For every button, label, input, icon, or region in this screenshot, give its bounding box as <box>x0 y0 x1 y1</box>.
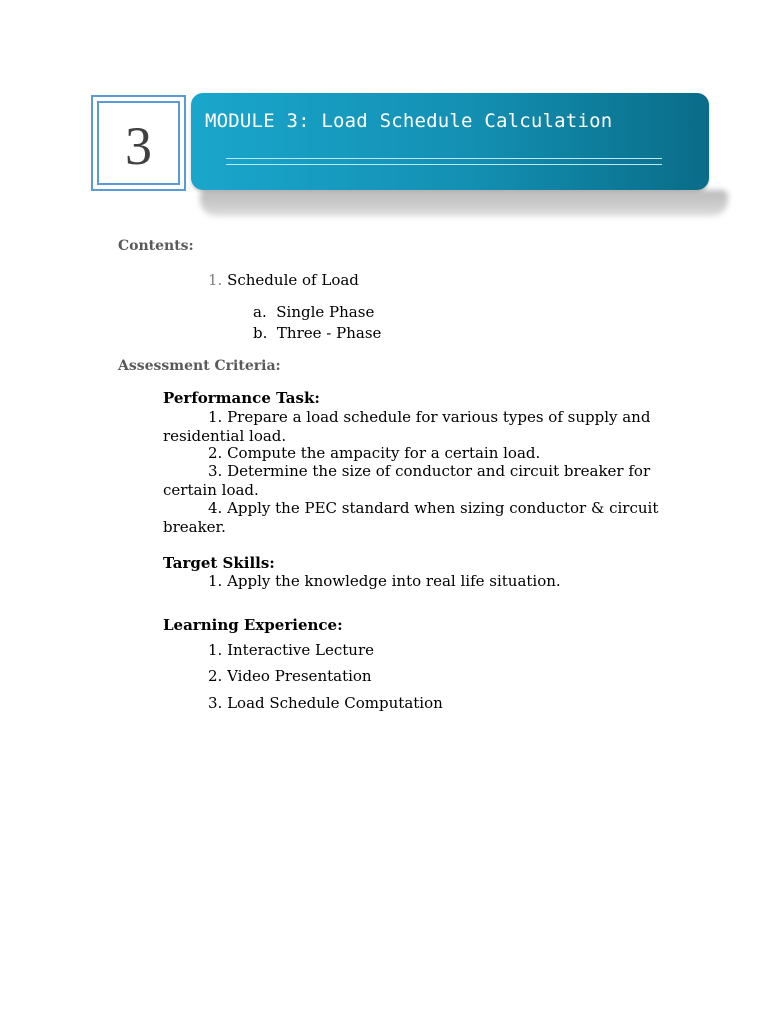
contents-item <box>208 271 359 289</box>
performance-task-heading: Performance Task: <box>163 389 320 407</box>
target-skills-line: 1. Apply the knowledge into real life situation. <box>208 572 561 590</box>
performance-task-line: residential load. <box>163 427 287 445</box>
module-number: 3 <box>125 116 152 176</box>
performance-task-line: 1. Prepare a load schedule for various types of supply and <box>208 408 651 426</box>
learning-experience-heading: Learning Experience: <box>163 616 343 634</box>
banner-divider-line <box>226 158 662 159</box>
module-title-banner <box>191 93 709 190</box>
contents-heading: Contents: <box>118 238 194 254</box>
contents-item-number: 1. <box>208 271 223 289</box>
contents-subitem <box>253 303 374 321</box>
learning-experience-line: 3. Load Schedule Computation <box>208 694 443 712</box>
performance-task-line: breaker. <box>163 518 226 536</box>
banner-divider-line <box>226 164 662 165</box>
contents-subitem-marker: a. <box>253 303 267 321</box>
module-title: MODULE 3: Load Schedule Calculation <box>205 110 613 132</box>
performance-task-line: 2. Compute the ampacity for a certain load. <box>208 444 541 462</box>
contents-subitem-label: Single Phase <box>276 303 375 321</box>
banner-shadow <box>200 190 728 216</box>
assessment-heading: Assessment Criteria: <box>118 358 281 374</box>
performance-task-line: certain load. <box>163 481 259 499</box>
contents-subitem-marker: b. <box>253 324 268 342</box>
performance-task-line: 3. Determine the size of conductor and circuit breaker for <box>208 462 651 480</box>
performance-task-line: 4. Apply the PEC standard when sizing conductor & circuit <box>208 499 659 517</box>
target-skills-heading: Target Skills: <box>163 554 275 572</box>
contents-subitem-label: Three - Phase <box>276 324 382 342</box>
learning-experience-line: 1. Interactive Lecture <box>208 641 375 659</box>
module-number-inner-frame <box>97 101 180 185</box>
learning-experience-line: 2. Video Presentation <box>208 667 372 685</box>
contents-item-label: Schedule of Load <box>227 271 359 289</box>
contents-subitem <box>253 324 381 342</box>
module-number-box <box>91 95 186 191</box>
